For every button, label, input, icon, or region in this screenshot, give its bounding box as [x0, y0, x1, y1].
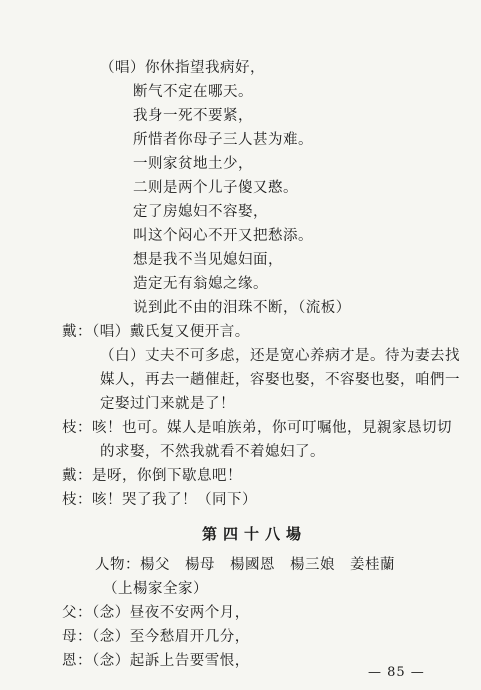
text-line: 媒人，再去一趟催赶，容娶也娶，不容娶也娶，咱們一 — [100, 372, 460, 388]
text-line: 想是我不当见媳妇面， — [133, 252, 283, 268]
text-line: 戴：（唱）戴氏复又便开言。 — [62, 324, 250, 340]
text-line: （唱）你休指望我病好， — [100, 60, 265, 76]
text-line: 枝：咳！也可。媒人是咱族弟，你可叮嘱他，見親家恳切切 — [62, 420, 452, 436]
scene-title: 第四十八場 — [202, 525, 308, 543]
text-line: 一则家贫地土少， — [133, 156, 253, 172]
cast-list: 人物：楊父 楊母 楊國恩 楊三娘 姜桂蘭 — [95, 557, 395, 573]
page-number: — 85 — — [368, 665, 425, 680]
text-line: 所惜者你母子三人甚为难。 — [133, 132, 313, 148]
text-line: 枝：咳！哭了我了！（同下） — [62, 492, 257, 508]
text-line: 父：（念）昼夜不安两个月， — [62, 605, 250, 621]
text-line: （白）丈夫不可多虑，还是宽心养病才是。待为妻去找 — [100, 348, 460, 364]
text-line: 二则是两个儿子傻又憨。 — [133, 180, 298, 196]
text-line: 说到此不由的泪珠不断，（流板） — [133, 300, 351, 316]
text-line: 恩：（念）起訴上告要雪恨， — [62, 653, 250, 669]
text-line: 定了房媳妇不容娶， — [133, 204, 268, 220]
text-line: 我身一死不要紧， — [133, 108, 253, 124]
text-line: 叫这个闷心不开又把愁添。 — [133, 228, 313, 244]
text-line: 造定无有翁媳之缘。 — [133, 276, 268, 292]
stage-direction: （上楊家全家） — [103, 581, 208, 597]
text-line: 母：（念）至今愁眉开几分， — [62, 629, 250, 645]
text-line: 戴：是呀，你倒下歇息吧！ — [62, 468, 242, 484]
text-line: 断气不定在哪天。 — [133, 84, 253, 100]
text-line: 定娶过门来就是了！ — [100, 396, 235, 412]
text-line: 的求娶，不然我就看不着媳妇了。 — [100, 444, 325, 460]
